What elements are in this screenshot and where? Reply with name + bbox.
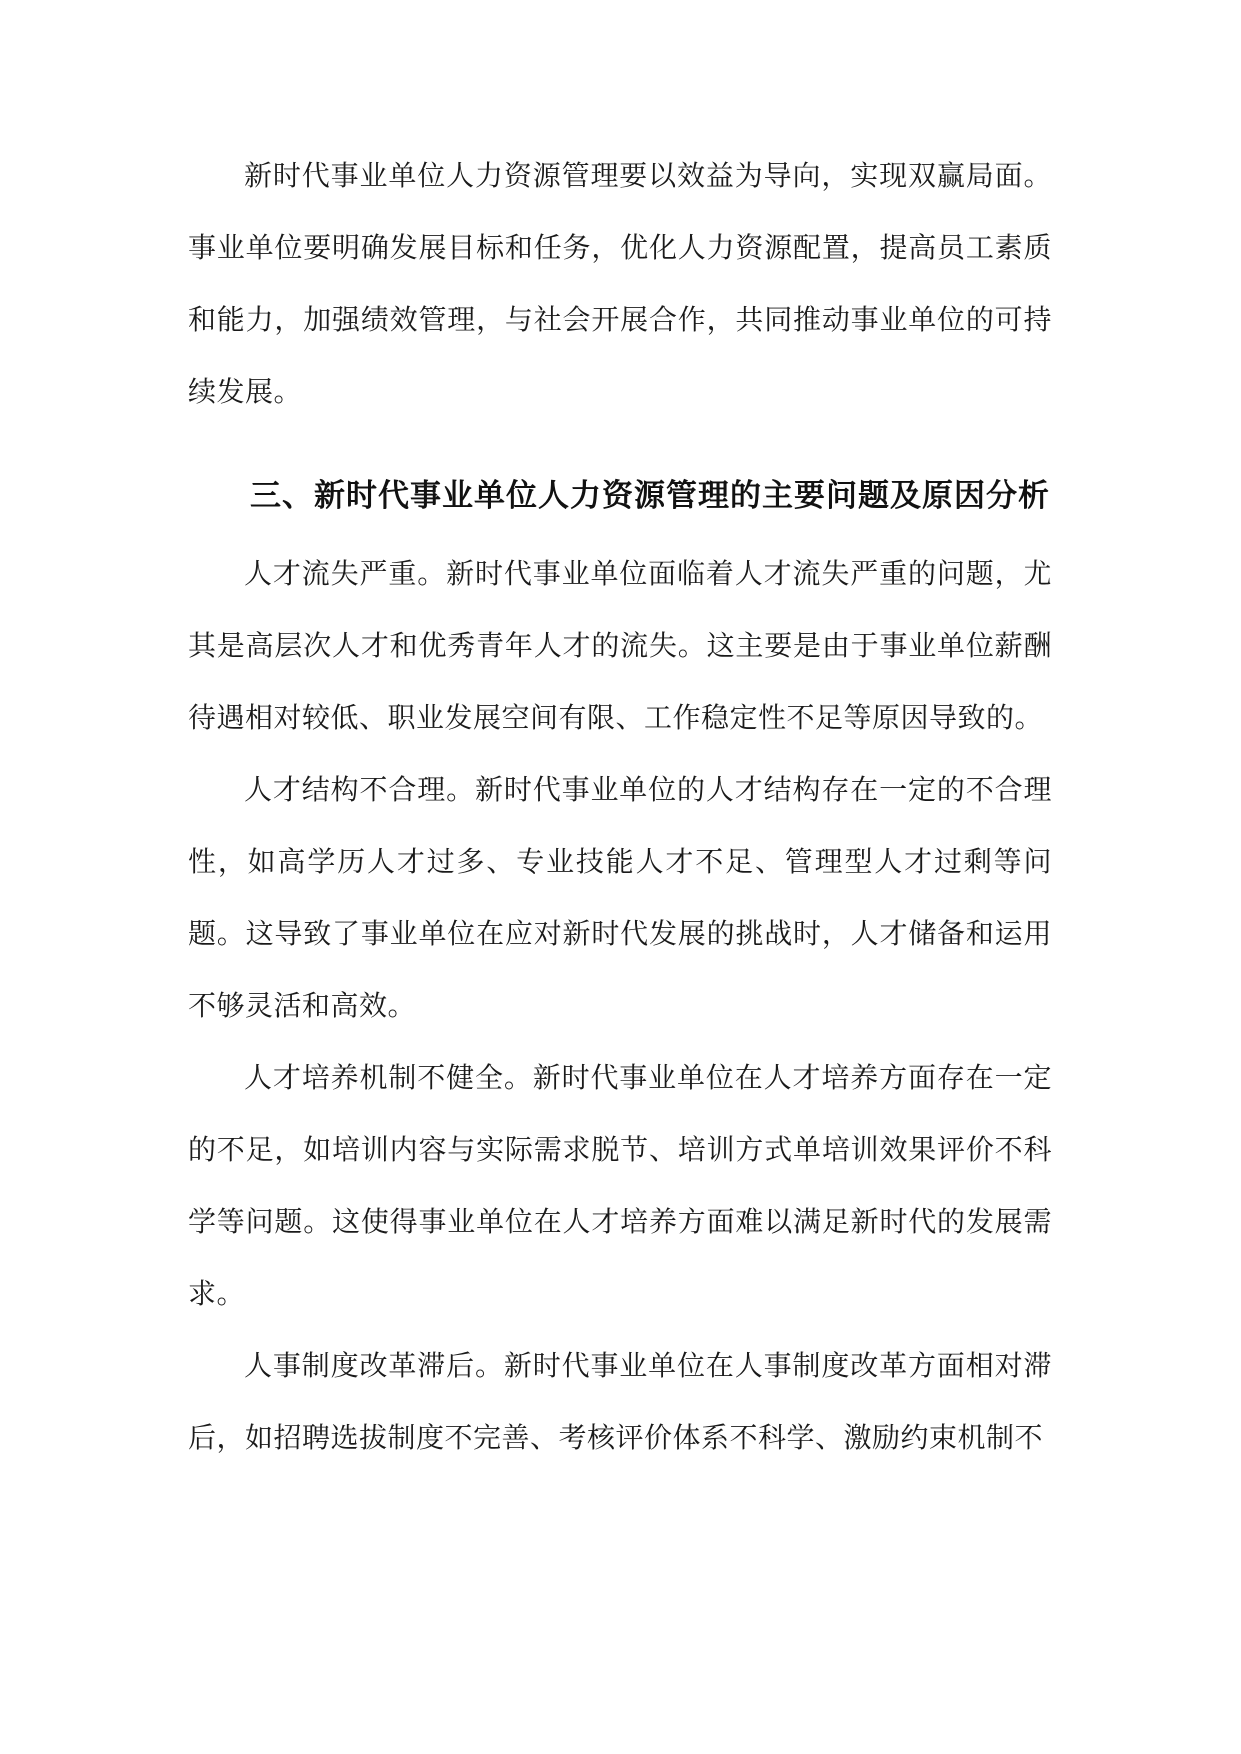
paragraph-talent-training: 人才培养机制不健全。新时代事业单位在人才培养方面存在一定的不足，如培训内容与实际需求脱节、培训方式单培训效果评价不科学等问题。这使得事业单位在人才培养方面难以满足新时代的发展需求。 — [188, 1061, 1052, 1310]
paragraph-talent-structure: 人才结构不合理。新时代事业单位的人才结构存在一定的不合理性，如高学历人才过多、专业技能人才不足、管理型人才过剩等问题。这导致了事业单位在应对新时代发展的挑战时，人才储备和运用不够灵活和高效。 — [188, 773, 1052, 1022]
document-body — [188, 140, 1052, 1474]
paragraph-talent-loss: 人才流失严重。新时代事业单位面临着人才流失严重的问题，尤其是高层次人才和优秀青年人才的流失。这主要是由于事业单位薪酬待遇相对较低、职业发展空间有限、工作稳定性不足等原因导致的。 — [188, 557, 1052, 734]
paragraph-personnel-reform: 人事制度改革滞后。新时代事业单位在人事制度改革方面相对滞后，如招聘选拔制度不完善、考核评价体系不科学、激励约束机制不 — [188, 1349, 1052, 1454]
section-heading: 三、新时代事业单位人力资源管理的主要问题及原因分析 — [250, 478, 1050, 514]
paragraph-intro: 新时代事业单位人力资源管理要以效益为导向，实现双赢局面。事业单位要明确发展目标和任务，优化人力资源配置，提高员工素质和能力，加强绩效管理，与社会开展合作，共同推动事业单位的可持续发展。 — [188, 159, 1052, 408]
